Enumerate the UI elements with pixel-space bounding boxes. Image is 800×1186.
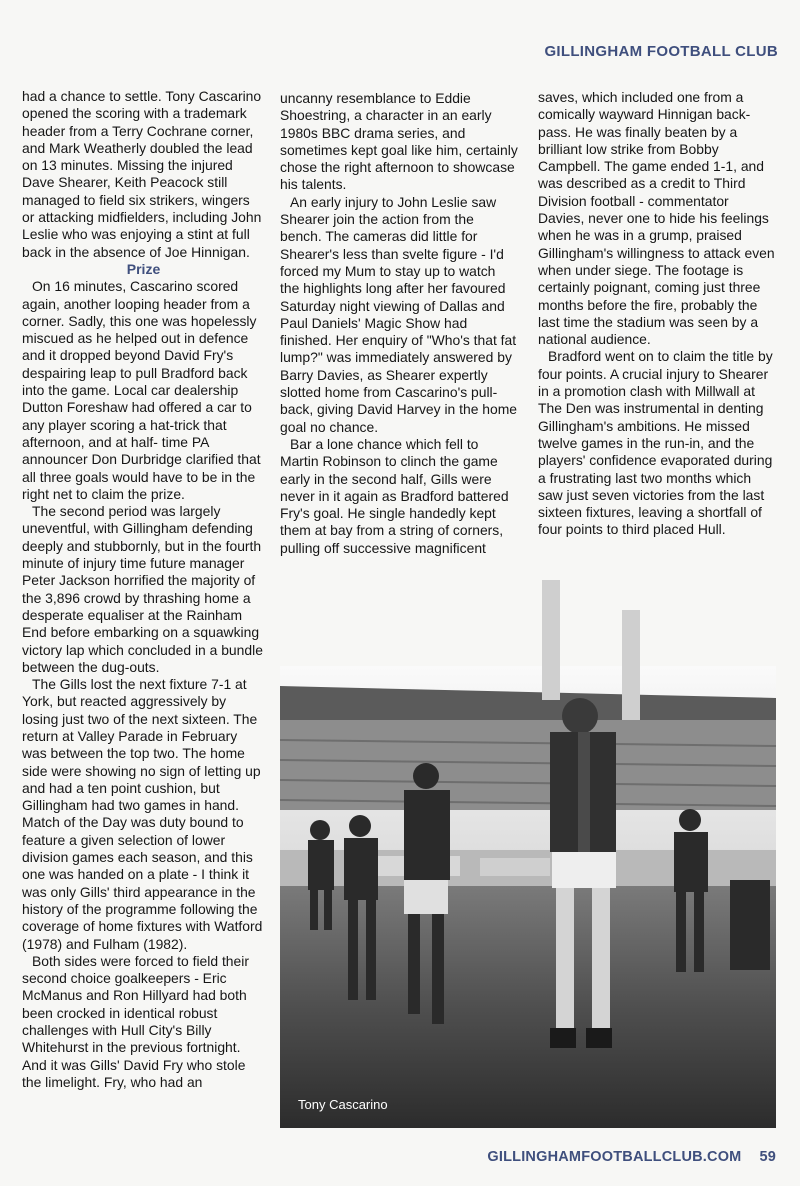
paragraph: Bar a lone chance which fell to Martin Robinson to clinch the game early in the second half, Gills were never in it again as Bradford battered Fry's goal. He single handedly kept them at bay from a string of corners, pulling off successive magnificent xyxy=(280,435,509,556)
paragraph: An early injury to John Leslie saw Shearer join the action from the bench. The cameras did little for Shearer's less than svelte figure - I'd forced my Mum to stay up to watch the highlights long after her favoured Saturday night viewing of Dallas and Paul Daniels' Magic Show had finished. Her enquiry of "Who's that fat lump?" was immediately answered by Barry Davies, as Shearer expertly slotted home from Cascarino's pull-back, giving David Harvey in the home goal no chance. xyxy=(280,193,518,435)
paragraph: Both sides were forced to field their second choice goalkeepers - Eric McManus and Ron Hillyard had both been crocked in identical robust challenges with Hull City's Billy Whitehurst in the previous fortnight. And it was Gills' David Fry who stole the limelight. Fry, who had an xyxy=(22,952,249,1090)
paragraph: On 16 minutes, Cascarino scored again, another looping header from a corner. Sadly, this one was hopelessly miscued as he helped out in defence and it dropped beyond David Fry's despairing leap to pull Bradford back into the game. Local car dealership Dutton Foreshaw had offered a car to any player scoring a hat-trick that afternoon, and at half- time PA announcer Don Durbridge clarified that all three goals would have to be in the right net to claim the prize. xyxy=(22,278,261,502)
page-number: 59 xyxy=(759,1149,776,1165)
club-header: GILLINGHAM FOOTBALL CLUB xyxy=(544,43,778,60)
paragraph: saves, which included one from a comically wayward Hinnigan back-pass. He was finally beaten by a brilliant low strike from Bobby Campbell. The game ended 1-1, and was described as a credit to Third Division football - commentator Davies, never one to hide his feelings when he was in a grump, praised Gillingham's willingness to attack even when under siege. The footage is certainly poignant, coming just three months before the fire, probably the last time the stadium was seen by a national audience. xyxy=(538,89,775,348)
article-column-2 xyxy=(280,90,518,557)
page-footer xyxy=(487,1149,776,1165)
section-subheading: Prize xyxy=(126,260,161,277)
article-column-3 xyxy=(538,89,778,539)
paragraph: Bradford went on to claim the title by four points. A crucial injury to Shearer in a promotion clash with Millwall at The Den was instrumental in denting Gillingham's ambitions. He missed twelve games in the run-in, and the players' confidence evaporated during a frustrating last two months which saw just seven victories from the last sixteen fixtures, leaving a shortfall of four points to third placed Hull. xyxy=(538,348,773,538)
paragraph: The Gills lost the next fixture 7-1 at York, but reacted aggressively by losing just two of the next sixteen. The return at Valley Parade in February was between the top two. The home side were showing no sign of letting up and had a ten point cushion, but Gillingham had two games in hand. Match of the Day was duty bound to feature a given selection of lower division games each season, and this one was handed on a plate - I think it was only Gills' third appearance in the history of the programme following the coverage of home fixtures with Watford (1978) and Fulham (1982). xyxy=(22,676,263,952)
paragraph: had a chance to settle. Tony Cascarino opened the scoring with a trademark header from a Terry Cochrane corner, and Mark Weatherly doubled the lead on 13 minutes. Missing the injured Dave Shearer, Keith Peacock still managed to field six strikers, wingers or attacking midfielders, including John Leslie who was enjoying a stint at full back in the absence of Joe Hinnigan. xyxy=(22,88,262,260)
match-photo xyxy=(280,580,776,1128)
photo-caption: Tony Cascarino xyxy=(298,1097,388,1112)
article-column-1 xyxy=(22,88,265,1091)
paragraph: The second period was largely uneventful, with Gillingham defending deeply and stubbornly, but in the fourth minute of injury time future manager Peter Jackson horrified the majority of the 3,896 crowd by thrashing home a desperate equaliser at the Rainham End before embarking on a squawking victory lap which concluded in a bundle between the dug-outs. xyxy=(22,503,263,675)
paragraph: uncanny resemblance to Eddie Shoestring, a character in an early 1980s BBC drama series, and sometimes kept goal like him, certainly chose the right afternoon to showcase his talents. xyxy=(280,90,518,193)
website-link[interactable]: GILLINGHAMFOOTBALLCLUB.COM xyxy=(487,1149,742,1165)
